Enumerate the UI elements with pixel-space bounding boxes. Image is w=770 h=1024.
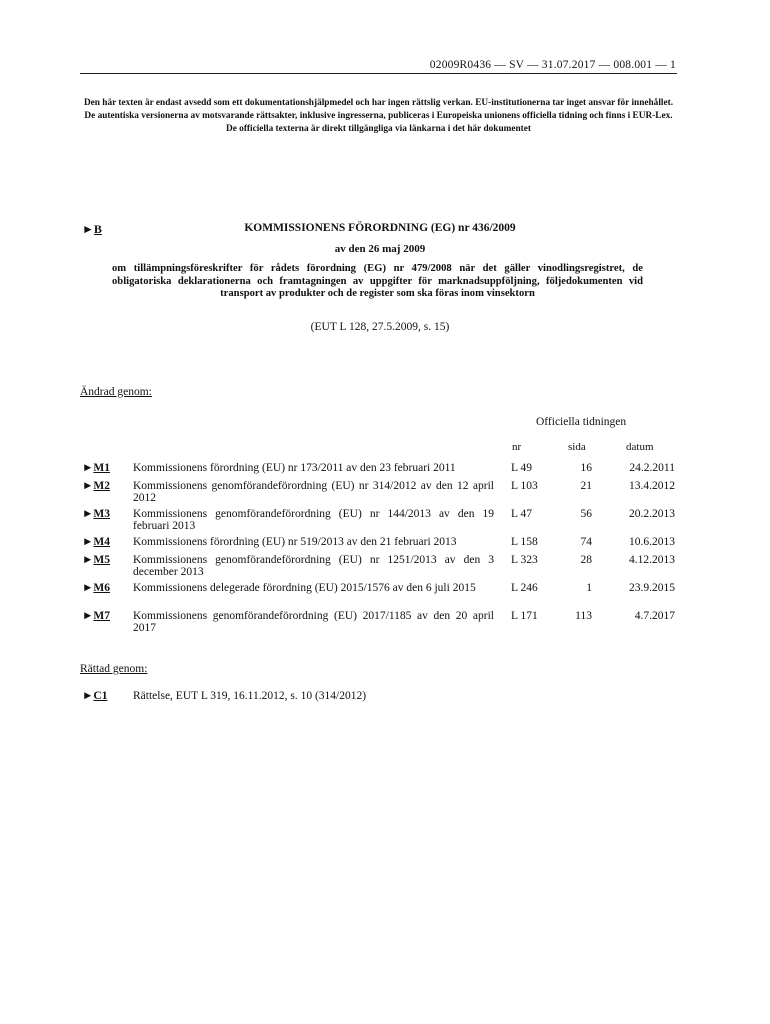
arrow-icon: ► bbox=[82, 690, 94, 702]
amendment-oj-date: 23.9.2015 bbox=[629, 582, 675, 594]
amendment-description: Kommissionens genomförandeförordning (EU) nr 144/2013 av den 19 februari 2013 bbox=[133, 508, 494, 532]
disclaimer-text: Den här texten är endast avsedd som ett dokumentationshjälpmedel och har ingen rättslig verkan. EU-institutionerna tar inget ansvar för innehållet. De autentiska versionerna av motsvarande rättsakter, inklusive ingresserna, publiceras i Europeiska unionens officiella tidning och finns i EUR-Lex. De officiella texterna är direkt tillgängliga via länkarna i det här dokumentet bbox=[83, 98, 674, 134]
regulation-title: KOMMISSIONENS FÖRORDNING (EG) nr 436/2009 bbox=[244, 222, 516, 234]
amendment-marker-label: M4 bbox=[93, 536, 110, 548]
amendment-marker-label: M5 bbox=[93, 554, 110, 566]
base-act-link[interactable] bbox=[82, 222, 102, 237]
amendment-marker-label: M1 bbox=[93, 462, 110, 474]
amendment-oj-page: 28 bbox=[580, 554, 592, 566]
amendment-link[interactable] bbox=[82, 582, 110, 594]
amendment-oj-page: 16 bbox=[580, 462, 592, 474]
amendment-oj-date: 4.7.2017 bbox=[634, 610, 675, 622]
column-header-nr: nr bbox=[512, 441, 522, 453]
correction-link[interactable] bbox=[82, 690, 107, 702]
regulation-date: av den 26 maj 2009 bbox=[334, 243, 426, 255]
document-identifier: 02009R0436 — SV — 31.07.2017 — 008.001 — 1 bbox=[429, 59, 676, 71]
amendment-marker-label: M6 bbox=[93, 582, 110, 594]
amendment-oj-number: L 171 bbox=[511, 610, 538, 622]
amendment-link[interactable] bbox=[82, 610, 110, 622]
corrected-by-heading: Rättad genom: bbox=[80, 663, 148, 675]
arrow-icon: ► bbox=[82, 582, 94, 594]
amendment-oj-number: L 158 bbox=[511, 536, 538, 548]
amendment-description: Kommissionens genomförandeförordning (EU) 2017/1185 av den 20 april 2017 bbox=[133, 610, 494, 634]
amendment-link[interactable] bbox=[82, 480, 110, 492]
amendment-oj-number: L 323 bbox=[511, 554, 538, 566]
column-header-page: sida bbox=[568, 441, 586, 453]
amendment-link[interactable] bbox=[82, 462, 110, 474]
amendment-description: Kommissionens förordning (EU) nr 519/2013 av den 21 februari 2013 bbox=[133, 536, 457, 548]
arrow-icon: ► bbox=[82, 610, 94, 622]
arrow-icon: ► bbox=[82, 480, 94, 492]
amendment-link[interactable] bbox=[82, 508, 110, 520]
arrow-icon: ► bbox=[82, 536, 94, 548]
amendment-oj-page: 21 bbox=[580, 480, 592, 492]
correction-marker-label: C1 bbox=[93, 690, 108, 702]
amendment-oj-number: L 49 bbox=[511, 462, 532, 474]
arrow-icon: ► bbox=[82, 462, 94, 474]
arrow-icon: ► bbox=[82, 508, 94, 520]
base-act-label: B bbox=[93, 222, 102, 236]
regulation-subject: om tillämpningsföreskrifter för rådets förordning (EG) nr 479/2008 när det gäller vinodlingsregistret, de obligatoriska deklarationerna och framtagningen av uppgifter för marknadsuppföljning, följedokumenten vid transport av produkter och de register som ska föras inom vinsektorn bbox=[112, 263, 643, 299]
amendment-link[interactable] bbox=[82, 554, 110, 566]
arrow-icon: ► bbox=[82, 554, 94, 566]
amendment-oj-page: 56 bbox=[580, 508, 592, 520]
amendment-oj-page: 74 bbox=[580, 536, 592, 548]
amendment-description: Kommissionens genomförandeförordning (EU) nr 314/2012 av den 12 april 2012 bbox=[133, 480, 494, 504]
amendment-oj-date: 10.6.2013 bbox=[629, 536, 675, 548]
amended-by-heading: Ändrad genom: bbox=[80, 386, 152, 398]
amendment-oj-date: 24.2.2011 bbox=[629, 462, 675, 474]
official-journal-heading: Officiella tidningen bbox=[536, 416, 627, 428]
amendment-oj-number: L 103 bbox=[511, 480, 538, 492]
amendment-marker-label: M7 bbox=[93, 610, 110, 622]
header-divider bbox=[80, 73, 677, 74]
amendment-link[interactable] bbox=[82, 536, 110, 548]
amendment-oj-number: L 47 bbox=[511, 508, 532, 520]
column-header-date: datum bbox=[626, 441, 654, 453]
amendment-oj-date: 13.4.2012 bbox=[629, 480, 675, 492]
amendment-marker-label: M2 bbox=[93, 480, 110, 492]
amendment-description: Kommissionens delegerade förordning (EU) 2015/1576 av den 6 juli 2015 bbox=[133, 582, 476, 594]
amendment-oj-date: 4.12.2013 bbox=[629, 554, 675, 566]
amendment-oj-number: L 246 bbox=[511, 582, 538, 594]
amendment-oj-date: 20.2.2013 bbox=[629, 508, 675, 520]
amendment-oj-page: 113 bbox=[575, 610, 592, 622]
amendment-description: Kommissionens förordning (EU) nr 173/2011 av den 23 februari 2011 bbox=[133, 462, 456, 474]
regulation-reference: (EUT L 128, 27.5.2009, s. 15) bbox=[310, 321, 450, 333]
correction-description: Rättelse, EUT L 319, 16.11.2012, s. 10 (314/2012) bbox=[133, 690, 367, 702]
arrow-icon: ► bbox=[82, 222, 94, 236]
amendment-marker-label: M3 bbox=[93, 508, 110, 520]
amendment-description: Kommissionens genomförandeförordning (EU) nr 1251/2013 av den 3 december 2013 bbox=[133, 554, 494, 578]
amendment-oj-page: 1 bbox=[586, 582, 592, 594]
